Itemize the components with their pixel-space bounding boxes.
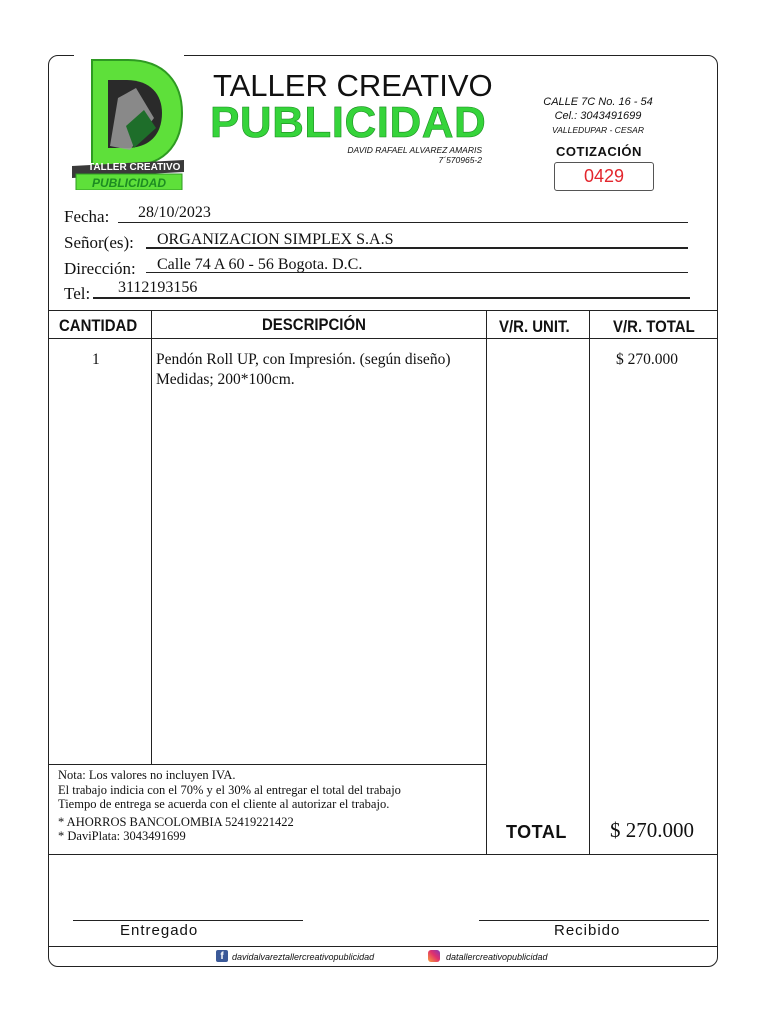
table-top-border xyxy=(48,310,718,311)
total-value: $ 270.000 xyxy=(610,818,694,842)
note-line: Nota: Los valores no incluyen IVA. xyxy=(58,768,236,782)
date-line xyxy=(118,222,688,223)
row-desc-line1: Pendón Roll UP, con Impresión. (según diseño) xyxy=(156,351,451,368)
delivered-signature-line xyxy=(73,920,303,921)
date-label: Fecha: xyxy=(64,207,110,226)
note-line: Tiempo de entrega se acuerda con el cliente al autorizar el trabajo. xyxy=(58,797,390,811)
footer-border xyxy=(48,946,718,947)
row-qty: 1 xyxy=(92,351,100,368)
note-line: * DaviPlata: 3043491699 xyxy=(58,829,186,843)
brand-line1: TALLER CREATIVO xyxy=(213,68,493,103)
logo-text-bottom: PUBLICIDAD xyxy=(92,176,166,190)
notes-top-border xyxy=(48,764,487,765)
company-logo xyxy=(70,58,188,190)
contact-address: CALLE 7C No. 16 - 54 xyxy=(543,96,653,108)
quote-label: COTIZACIÓN xyxy=(556,144,642,159)
tel-value: 3112193156 xyxy=(118,279,198,296)
col-divider-unit xyxy=(589,310,590,855)
date-value: 28/10/2023 xyxy=(138,204,211,221)
received-label: Recibido xyxy=(554,922,621,939)
contact-block xyxy=(528,95,668,137)
owner-id: 7´570965-2 xyxy=(438,155,482,165)
logo-text-top: TALLER CREATIVO xyxy=(88,162,181,173)
owner-block xyxy=(330,145,482,165)
address-value: Calle 74 A 60 - 56 Bogota. D.C. xyxy=(157,256,363,273)
instagram-handle: datallercreativopublicidad xyxy=(446,952,548,962)
quote-number: 0429 xyxy=(554,162,654,191)
header-cantidad: CANTIDAD xyxy=(59,316,138,335)
tel-label: Tel: xyxy=(64,284,91,303)
client-value: ORGANIZACION SIMPLEX S.A.S xyxy=(157,231,394,248)
brand-line2: PUBLICIDAD xyxy=(210,98,487,147)
notes-block xyxy=(58,768,488,844)
header-descripcion: DESCRIPCIÓN xyxy=(262,315,366,334)
header-unit: V/R. UNIT. xyxy=(499,317,570,336)
table-bottom-border xyxy=(48,854,718,855)
contact-phone: Cel.: 3043491699 xyxy=(554,110,642,122)
received-signature-line xyxy=(479,920,709,921)
col-divider-qty xyxy=(151,310,152,765)
facebook-icon: f xyxy=(216,950,228,962)
instagram-icon xyxy=(428,950,440,962)
total-label: TOTAL xyxy=(506,822,567,842)
owner-name: DAVID RAFAEL ALVAREZ AMARIS xyxy=(347,145,482,155)
row-desc-line2: Medidas; 200*100cm. xyxy=(156,371,295,388)
client-label: Señor(es): xyxy=(64,233,134,252)
tel-line xyxy=(93,297,690,299)
note-line: El trabajo indicia con el 70% y el 30% al entregar el total del trabajo xyxy=(58,782,401,797)
delivered-label: Entregado xyxy=(120,922,199,939)
header-total: V/R. TOTAL xyxy=(613,317,695,336)
table-header-border xyxy=(48,338,718,339)
facebook-handle: davidalvareztallercreativopublicidad xyxy=(232,952,375,962)
note-line: * AHORROS BANCOLOMBIA 52419221422 xyxy=(58,814,294,829)
contact-city: VALLEDUPAR - CESAR xyxy=(552,125,644,135)
row-total: $ 270.000 xyxy=(616,351,678,368)
address-label: Dirección: xyxy=(64,259,136,278)
